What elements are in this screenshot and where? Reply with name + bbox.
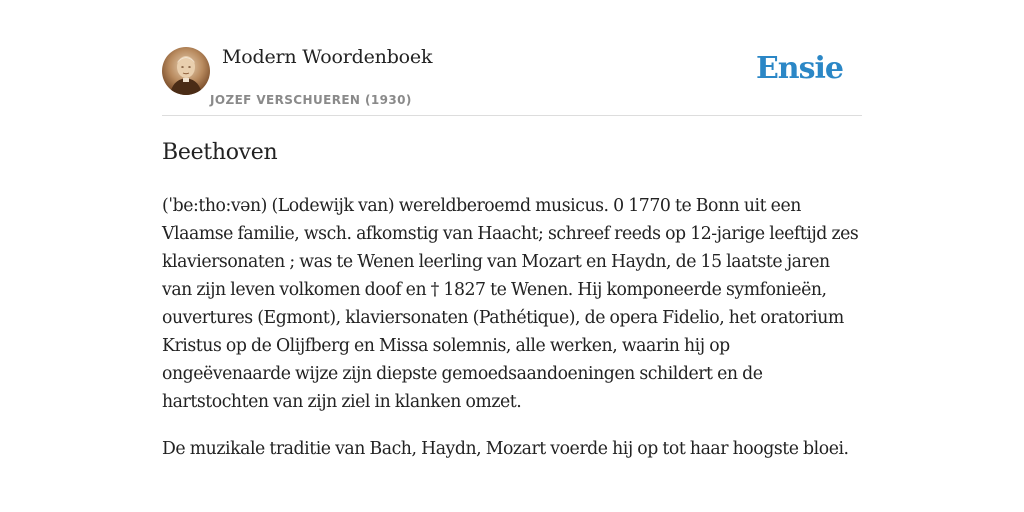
entry-title: Beethoven xyxy=(162,140,278,165)
dictionary-header xyxy=(162,40,862,116)
author-name: JOZEF VERSCHUEREN (1930) xyxy=(210,93,412,107)
entry-definition: (ˈbe:tho:vən) (Lodewijk van) wereldberoemd musicus. 0 1770 te Bonn uit een Vlaamse familie, wsch. afkomstig van Haacht; schreef reeds op 12-jarige leeftijd zes klaviersonaten ; was te Wenen leerling van Mozart en Haydn, de 15 laatste jaren van zijn leven volkomen doof en † 1827 te Wenen. Hij komponeerde symfonieën, ouvertures (Egmont), klaviersonaten (Pathétique), de opera Fidelio, het oratorium Kristus op de Olijfberg en Missa solemnis, alle werken, waarin hij op ongeëvenaarde wijze zijn diepste gemoedsaandoeningen schildert en de hartstochten van zijn ziel in klanken omzet. xyxy=(162,196,859,412)
entry-closing-paragraph: De muzikale traditie van Bach, Haydn, Mozart voerde hij op tot haar hoogste bloei. xyxy=(162,439,849,459)
author-portrait-icon[interactable] xyxy=(162,47,210,95)
dictionary-title[interactable]: Modern Woordenboek xyxy=(222,46,433,68)
ensie-logo[interactable]: Ensie xyxy=(755,51,843,86)
